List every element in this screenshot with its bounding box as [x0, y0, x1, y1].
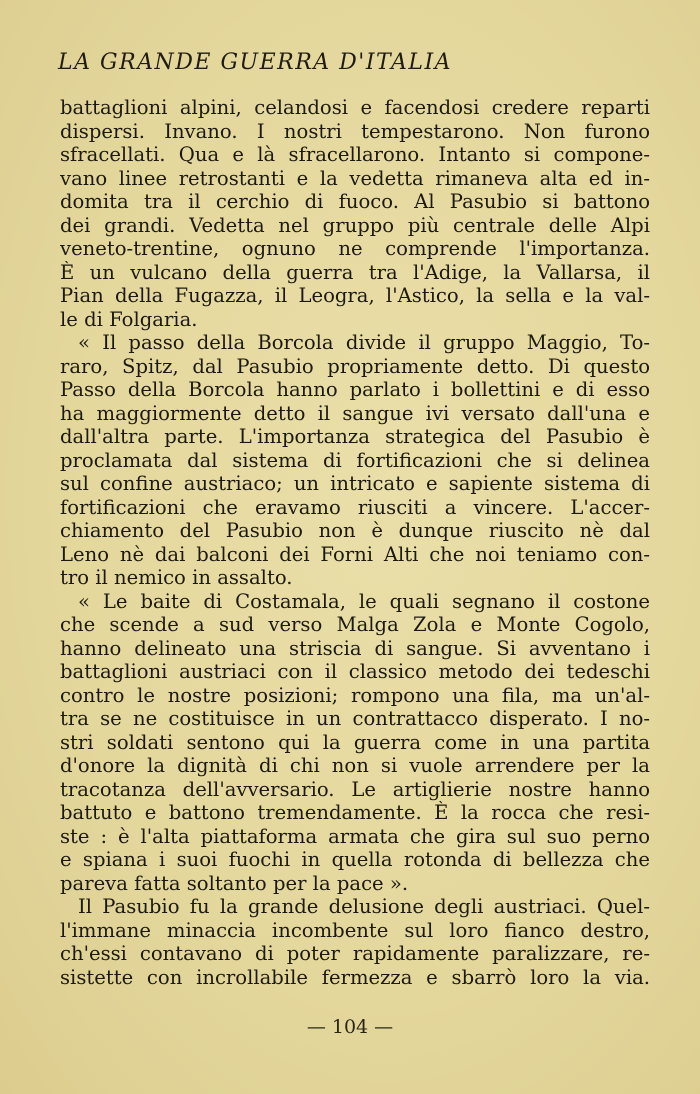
- paragraph-3: [60, 590, 650, 896]
- text-line: ha maggiormente detto il sangue ivi versato dall'una e: [60, 401, 650, 425]
- text-line: d'onore la dignità di chi non si vuole arrendere per la: [60, 754, 650, 777]
- text-line: « Il passo della Borcola divide il gruppo Maggio, To-: [78, 331, 650, 354]
- text-line: sfracellati. Qua e là sfracellarono. Intanto si compone-: [60, 143, 650, 166]
- text-line: Il Pasubio fu la grande delusione degli austriaci. Quel-: [78, 895, 650, 918]
- text-line: l'immane minaccia incombente sul loro fianco destro,: [60, 918, 650, 942]
- text-line: dei grandi. Vedetta nel gruppo più centrale delle Alpi: [60, 213, 650, 237]
- text-line: e spiana i suoi fuochi in quella rotonda di bellezza che: [60, 848, 650, 871]
- text-line: « Le baite di Costamala, le quali segnano il costone: [78, 589, 650, 613]
- text-line: chiamento del Pasubio non è dunque riuscito nè dal: [60, 519, 650, 542]
- text-line: vano linee retrostanti e la vedetta rimaneva alta ed in-: [60, 166, 650, 190]
- paragraph-1: [60, 96, 650, 331]
- text-line: raro, Spitz, dal Pasubio propriamente detto. Di questo: [60, 354, 650, 378]
- text-line: domita tra il cerchio di fuoco. Al Pasubio si battono: [60, 190, 650, 213]
- body-text: [60, 96, 650, 989]
- paragraph-4: [60, 895, 650, 989]
- text-line: veneto-trentine, ognuno ne comprende l'importanza.: [60, 237, 650, 260]
- text-line: sul confine austriaco; un intricato e sapiente sistema di: [60, 472, 650, 495]
- text-line: contro le nostre posizioni; rompono una fila, ma un'al-: [60, 683, 650, 707]
- text-line: dall'altra parte. L'importanza strategica del Pasubio è: [60, 425, 650, 448]
- text-line: battaglioni alpini, celandosi e facendosi credere reparti: [60, 96, 650, 119]
- text-line: Leno nè dai balconi dei Forni Alti che noi teniamo con-: [60, 542, 650, 566]
- text-line: fortificazioni che eravamo riusciti a vincere. L'accer-: [60, 495, 650, 519]
- text-line: stri soldati sentono qui la guerra come in una partita: [60, 730, 650, 754]
- text-line: le di Folgaria.: [60, 307, 198, 331]
- text-line: che scende a sud verso Malga Zola e Monte Cogolo,: [60, 613, 650, 636]
- text-line: Pian della Fugazza, il Leogra, l'Astico, la sella e la val-: [60, 284, 650, 307]
- text-line: hanno delineato una striscia di sangue. Si avventano i: [60, 636, 650, 660]
- page-number: — 104 —: [306, 1016, 394, 1038]
- text-line: dispersi. Invano. I nostri tempestarono. Non furono: [60, 119, 650, 143]
- running-header-title: LA GRANDE GUERRA D'ITALIA: [58, 50, 453, 75]
- paragraph-2: [60, 331, 650, 590]
- text-line: ste : è l'alta piattaforma armata che gira sul suo perno: [60, 824, 650, 848]
- text-line: tro il nemico in assalto.: [60, 566, 293, 589]
- text-line: tracotanza dell'avversario. Le artiglierie nostre hanno: [60, 777, 650, 801]
- text-line: Passo della Borcola hanno parlato i bollettini e di esso: [60, 378, 650, 401]
- text-line: tra se ne costituisce in un contrattacco disperato. I no-: [60, 707, 650, 730]
- text-line: proclamata dal sistema di fortificazioni che si delinea: [60, 448, 650, 472]
- text-line: ch'essi contavano di poter rapidamente paralizzare, re-: [60, 942, 650, 965]
- text-line: battuto e battono tremendamente. È la rocca che resi-: [60, 801, 650, 824]
- text-line: pareva fatta soltanto per la pace ».: [60, 871, 409, 895]
- text-line: sistette con incrollabile fermezza e sbarrò loro la via.: [60, 965, 650, 989]
- text-line: È un vulcano della guerra tra l'Adige, la Vallarsa, il: [60, 260, 650, 284]
- text-line: battaglioni austriaci con il classico metodo dei tedeschi: [60, 660, 650, 683]
